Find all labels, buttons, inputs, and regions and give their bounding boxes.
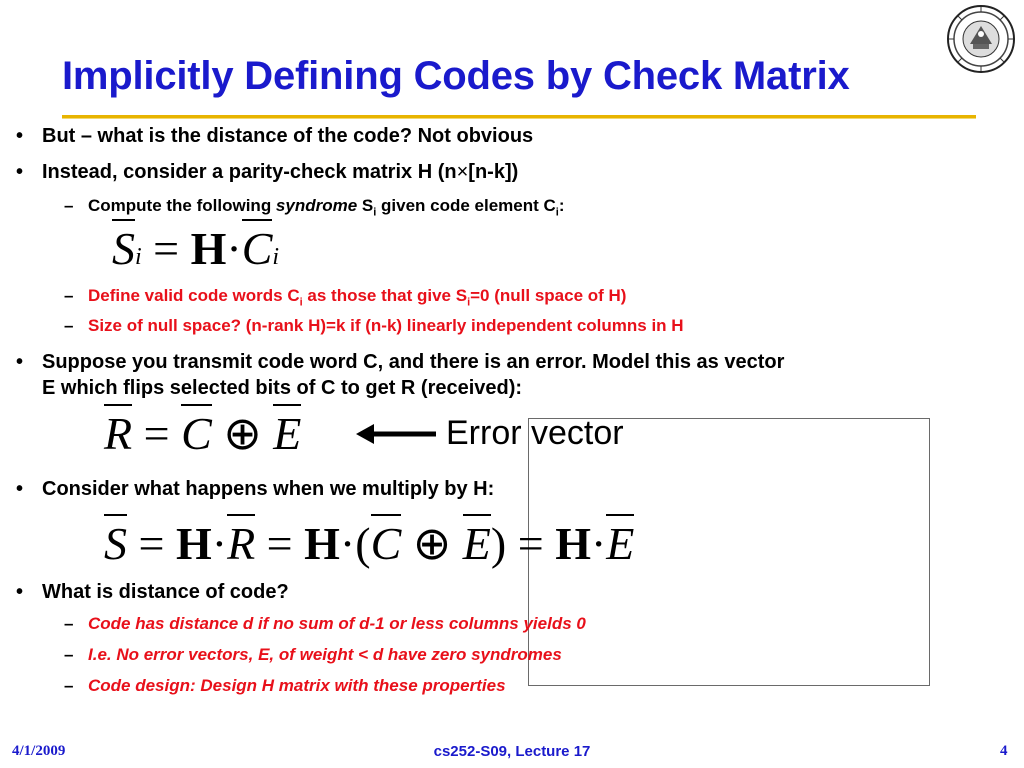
footer-page-number: 4 xyxy=(1000,743,1008,759)
eq-operator: = xyxy=(517,518,544,569)
bullet-text: Instead, consider a parity-check matrix H (n xyxy=(42,161,457,183)
dash-marker: – xyxy=(64,676,74,695)
eq-operator: · xyxy=(339,518,356,569)
arrow-left-icon xyxy=(356,422,438,446)
subscript: i xyxy=(299,296,303,309)
bullet-marker: • xyxy=(16,581,24,603)
eq-paren: ) xyxy=(490,518,507,569)
eq-matrix: H xyxy=(175,518,212,569)
dash-marker: – xyxy=(64,196,74,215)
sub-bullet-item xyxy=(64,196,565,219)
eq-matrix: H xyxy=(190,223,227,274)
eq-var: C xyxy=(242,219,273,274)
syndrome-term: syndrome xyxy=(275,196,358,215)
bullet-marker: • xyxy=(16,125,24,147)
sub-bullet-text: Code has distance d if no sum of d-1 or less columns yields 0 xyxy=(88,614,586,633)
equation-received xyxy=(104,406,301,462)
eq-subscript: i xyxy=(272,244,280,270)
dash-marker: – xyxy=(64,286,74,305)
bullet-item xyxy=(16,349,785,401)
eq-var: E xyxy=(606,514,634,569)
footer-date: 4/1/2009 xyxy=(12,743,66,759)
bullet-text: Suppose you transmit code word C, and there is an error. Model this as vector xyxy=(42,351,785,373)
eq-var: S xyxy=(104,514,127,569)
equation-syndrome-expansion xyxy=(104,514,634,574)
subscript: i xyxy=(555,206,559,219)
eq-var: R xyxy=(104,404,132,459)
bullet-item xyxy=(16,478,495,501)
dash-marker: – xyxy=(64,645,74,664)
footer-course: cs252-S09, Lecture 17 xyxy=(433,743,591,760)
eq-operator: = xyxy=(138,518,165,569)
sub-bullet-item xyxy=(64,645,562,665)
eq-var: S xyxy=(112,219,135,274)
equation-syndrome xyxy=(112,222,279,284)
university-seal-icon xyxy=(946,4,1016,74)
sub-bullet-text: as those that give S xyxy=(302,286,468,305)
eq-operator: · xyxy=(226,223,242,274)
bullet-item xyxy=(16,125,534,148)
sub-bullet-text: Size of null space? (n-rank H)=k if (n-k) linearly independent columns in H xyxy=(88,316,684,335)
sub-bullet-item xyxy=(64,286,627,309)
sub-bullet-text: given code element C xyxy=(376,196,556,215)
eq-matrix: H xyxy=(555,518,591,569)
eq-var: C xyxy=(181,404,212,459)
subscript: i xyxy=(467,296,471,309)
sub-bullet-text: =0 (null space of H) xyxy=(470,286,627,305)
eq-matrix: H xyxy=(304,518,340,569)
bullet-text: Consider what happens when we multiply by H: xyxy=(42,478,495,500)
subscript: i xyxy=(373,206,377,219)
eq-operator: = xyxy=(266,518,293,569)
bullet-text: What is distance of code? xyxy=(42,581,289,603)
slide-title: Implicitly Defining Codes by Check Matrix xyxy=(62,54,850,98)
eq-var: E xyxy=(463,514,491,569)
eq-paren: ( xyxy=(355,518,371,569)
sub-bullet-text: Code design: Design H matrix with these properties xyxy=(88,676,506,695)
sub-bullet-text: : xyxy=(558,196,565,215)
eq-operator: ⊕ xyxy=(412,518,452,569)
eq-operator: · xyxy=(211,518,228,569)
sub-bullet-text: S xyxy=(357,196,374,215)
eq-var: C xyxy=(371,514,402,569)
sub-bullet-text: I.e. No error vectors, E, of weight < d have zero syndromes xyxy=(88,645,562,664)
eq-operator: ⊕ xyxy=(223,408,262,459)
bullet-marker: • xyxy=(16,161,24,183)
bullet-text: E which flips selected bits of C to get R (received): xyxy=(42,377,523,399)
dash-marker: – xyxy=(64,614,74,633)
bullet-item xyxy=(16,161,519,184)
eq-operator: · xyxy=(590,518,607,569)
sub-bullet-text: Define valid code words C xyxy=(88,286,300,305)
dash-marker: – xyxy=(64,316,74,335)
bullet-text: But – what is the distance of the code? Not obvious xyxy=(42,125,534,147)
bullet-marker: • xyxy=(16,478,24,500)
eq-subscript: i xyxy=(135,244,142,270)
bullet-text: [n-k]) xyxy=(468,161,519,183)
eq-var: E xyxy=(273,404,301,459)
sub-bullet-item xyxy=(64,316,684,336)
title-underline-shadow xyxy=(62,118,976,119)
error-vector-label: Error vector xyxy=(446,414,624,452)
eq-var: R xyxy=(227,514,255,569)
eq-operator: = xyxy=(143,408,170,459)
sub-bullet-item xyxy=(64,614,586,634)
bullet-item xyxy=(16,581,289,604)
sub-bullet-text: Compute the following xyxy=(88,196,276,215)
eq-operator: = xyxy=(153,223,180,274)
bullet-marker: • xyxy=(16,351,24,373)
sub-bullet-item xyxy=(64,676,506,696)
times-symbol: × xyxy=(456,161,469,183)
